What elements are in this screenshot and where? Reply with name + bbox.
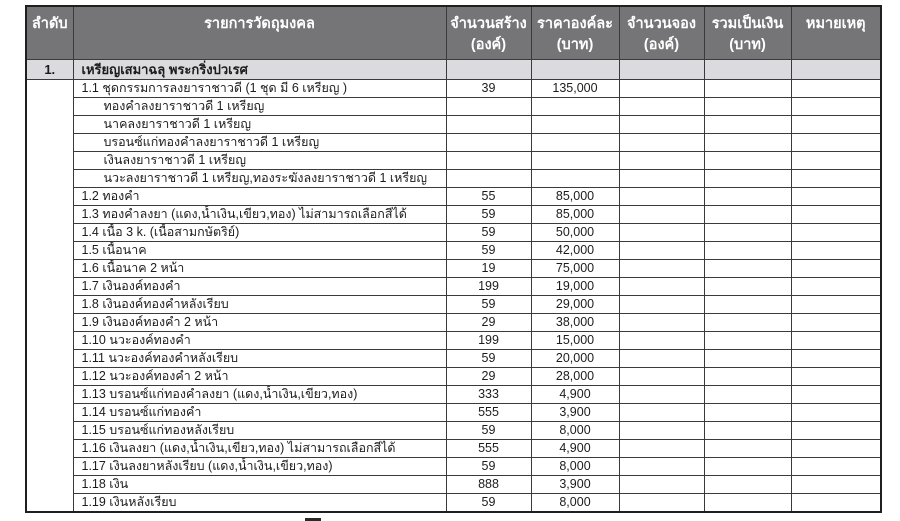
table-row	[26, 475, 881, 493]
column-label: หมายเหตุ	[805, 16, 866, 32]
qty-made-cell: 59	[446, 493, 531, 512]
qty-made-cell: 59	[446, 241, 531, 259]
total-amount-cell	[704, 331, 791, 349]
total-amount-cell	[704, 223, 791, 241]
item-cell: 1.19 เงินหลังเรียบ	[73, 493, 446, 512]
qty-made-cell: 59	[446, 349, 531, 367]
merged-order-no-cell	[26, 79, 73, 512]
qty-reserved-cell	[619, 79, 704, 97]
qty-made-cell	[446, 133, 531, 151]
table-row	[26, 223, 881, 241]
total-amount-cell	[704, 133, 791, 151]
total-amount-cell	[704, 241, 791, 259]
column-header-item-list	[73, 6, 446, 59]
qty-reserved-cell	[619, 277, 704, 295]
qty-reserved-cell	[619, 349, 704, 367]
qty-reserved-cell	[619, 295, 704, 313]
note-cell	[791, 439, 881, 457]
unit-price-cell: 75,000	[531, 259, 619, 277]
item-cell: 1.16 เงินลงยา (แดง,น้ำเงิน,เขียว,ทอง) ไม่สามารถเลือกสีได้	[73, 439, 446, 457]
unit-price-cell: 3,900	[531, 403, 619, 421]
table-row	[26, 79, 881, 97]
table-row	[26, 205, 881, 223]
unit-price-cell: 135,000	[531, 79, 619, 97]
qty-made-cell: 39	[446, 79, 531, 97]
item-cell: 1.11 นวะองค์ทองคำหลังเรียบ	[73, 349, 446, 367]
column-label: ราคาองค์ละ	[537, 16, 613, 32]
column-unit: (บาท)	[729, 37, 766, 53]
item-cell: 1.9 เงินองค์ทองคำ 2 หน้า	[73, 313, 446, 331]
qty-made-cell: 59	[446, 223, 531, 241]
total-amount-cell	[704, 439, 791, 457]
note-cell	[791, 169, 881, 187]
note-cell	[791, 277, 881, 295]
unit-price-cell	[531, 151, 619, 169]
qty-made-cell: 19	[446, 259, 531, 277]
item-cell: 1.13 บรอนซ์แก่ทองคำลงยา (แดง,น้ำเงิน,เขียว,ทอง)	[73, 385, 446, 403]
note-cell	[791, 133, 881, 151]
section-title-cell: เหรียญเสมาฉลุ พระกริ่งปวเรศ	[73, 59, 446, 79]
total-amount-cell	[704, 295, 791, 313]
note-cell	[791, 421, 881, 439]
note-cell	[791, 349, 881, 367]
qty-reserved-cell	[619, 403, 704, 421]
qty-reserved-cell	[619, 367, 704, 385]
total-amount-cell	[704, 493, 791, 512]
unit-price-cell	[531, 97, 619, 115]
total-amount-cell	[704, 97, 791, 115]
total-amount-cell	[704, 151, 791, 169]
column-header-order-no	[26, 6, 73, 59]
column-unit: (องค์)	[643, 37, 680, 53]
item-cell: 1.7 เงินองค์ทองคำ	[73, 277, 446, 295]
qty-reserved-cell	[619, 475, 704, 493]
total-amount-cell	[704, 457, 791, 475]
amulet-order-table	[25, 5, 882, 513]
qty-reserved-cell	[619, 457, 704, 475]
item-cell: 1.10 นวะองค์ทองคำ	[73, 331, 446, 349]
qty-made-cell: 555	[446, 439, 531, 457]
unit-price-cell: 85,000	[531, 187, 619, 205]
qty-reserved-cell	[619, 205, 704, 223]
table-row	[26, 403, 881, 421]
total-amount-cell	[704, 349, 791, 367]
note-cell	[791, 475, 881, 493]
table-row	[26, 115, 881, 133]
total-amount-cell	[704, 403, 791, 421]
note-cell	[791, 59, 881, 79]
qty-reserved-cell	[619, 241, 704, 259]
item-cell: 1.14 บรอนซ์แก่ทองคำ	[73, 403, 446, 421]
unit-price-cell	[531, 59, 619, 79]
qty-reserved-cell	[619, 223, 704, 241]
item-cell: นวะลงยาราชาวดี 1 เหรียญ,ทองระฆังลงยาราชาวดี 1 เหรียญ	[73, 169, 446, 187]
order-no-cell: 1.	[26, 59, 73, 79]
qty-made-cell: 888	[446, 475, 531, 493]
qty-made-cell	[446, 115, 531, 133]
qty-made-cell	[446, 59, 531, 79]
item-cell: 1.17 เงินลงยาหลังเรียบ (แดง,น้ำเงิน,เขียว,ทอง)	[73, 457, 446, 475]
note-cell	[791, 223, 881, 241]
qty-reserved-cell	[619, 59, 704, 79]
qty-reserved-cell	[619, 97, 704, 115]
qty-reserved-cell	[619, 259, 704, 277]
unit-price-cell	[531, 169, 619, 187]
table-row	[26, 151, 881, 169]
unit-price-cell: 38,000	[531, 313, 619, 331]
qty-reserved-cell	[619, 151, 704, 169]
unit-price-cell: 15,000	[531, 331, 619, 349]
section-row	[26, 59, 881, 79]
unit-price-cell: 19,000	[531, 277, 619, 295]
qty-made-cell	[446, 97, 531, 115]
qty-made-cell: 59	[446, 457, 531, 475]
table-header	[26, 6, 881, 59]
qty-reserved-cell	[619, 493, 704, 512]
qty-reserved-cell	[619, 187, 704, 205]
table-row	[26, 493, 881, 512]
note-cell	[791, 79, 881, 97]
column-label: รายการวัดถุมงคล	[204, 16, 315, 32]
unit-price-cell: 20,000	[531, 349, 619, 367]
unit-price-cell: 4,900	[531, 439, 619, 457]
note-cell	[791, 367, 881, 385]
total-amount-cell	[704, 475, 791, 493]
column-label: ลำดับ	[31, 16, 68, 32]
unit-price-cell: 8,000	[531, 421, 619, 439]
qty-reserved-cell	[619, 313, 704, 331]
table-row	[26, 349, 881, 367]
unit-price-cell: 50,000	[531, 223, 619, 241]
qty-made-cell	[446, 169, 531, 187]
item-cell: ทองคำลงยาราชาวดี 1 เหรียญ	[73, 97, 446, 115]
note-cell	[791, 403, 881, 421]
column-unit: (องค์)	[470, 37, 507, 53]
unit-price-cell	[531, 133, 619, 151]
note-cell	[791, 205, 881, 223]
item-cell: เงินลงยาราชาวดี 1 เหรียญ	[73, 151, 446, 169]
table-row	[26, 169, 881, 187]
column-label: จำนวนจอง	[627, 16, 696, 32]
table-body	[26, 59, 881, 512]
item-cell: 1.4 เนื้อ 3 k. (เนื้อสามกษัตริย์)	[73, 223, 446, 241]
note-cell	[791, 241, 881, 259]
column-label: จำนวนสร้าง	[450, 16, 527, 32]
unit-price-cell: 8,000	[531, 457, 619, 475]
note-cell	[791, 151, 881, 169]
note-cell	[791, 259, 881, 277]
unit-price-cell: 85,000	[531, 205, 619, 223]
qty-made-cell: 29	[446, 367, 531, 385]
table-row	[26, 457, 881, 475]
qty-made-cell: 59	[446, 295, 531, 313]
qty-made-cell: 29	[446, 313, 531, 331]
table-row	[26, 133, 881, 151]
qty-reserved-cell	[619, 331, 704, 349]
qty-made-cell	[446, 151, 531, 169]
column-header-qty-reserved	[619, 6, 704, 59]
column-header-unit-price	[531, 6, 619, 59]
column-header-note	[791, 6, 881, 59]
total-amount-cell	[704, 187, 791, 205]
item-cell: 1.8 เงินองค์ทองคำหลังเรียบ	[73, 295, 446, 313]
total-amount-cell	[704, 367, 791, 385]
column-label: รวมเป็นเงิน	[711, 16, 784, 32]
total-amount-cell	[704, 313, 791, 331]
table-row	[26, 385, 881, 403]
qty-reserved-cell	[619, 439, 704, 457]
total-amount-cell	[704, 421, 791, 439]
table-row	[26, 331, 881, 349]
column-unit: (บาท)	[556, 37, 594, 53]
unit-price-cell: 29,000	[531, 295, 619, 313]
header-row	[26, 6, 881, 59]
column-header-qty-made	[446, 6, 531, 59]
total-amount-cell	[704, 115, 791, 133]
table-row	[26, 97, 881, 115]
note-cell	[791, 331, 881, 349]
item-cell: 1.1 ชุดกรรมการลงยาราชาวดี (1 ชุด มี 6 เหรียญ )	[73, 79, 446, 97]
item-cell: 1.15 บรอนซ์แก่ทองหลังเรียบ	[73, 421, 446, 439]
qty-made-cell: 55	[446, 187, 531, 205]
qty-reserved-cell	[619, 169, 704, 187]
item-cell: 1.18 เงิน	[73, 475, 446, 493]
note-cell	[791, 385, 881, 403]
table-row	[26, 241, 881, 259]
table-row	[26, 187, 881, 205]
total-amount-cell	[704, 205, 791, 223]
note-cell	[791, 457, 881, 475]
unit-price-cell: 42,000	[531, 241, 619, 259]
note-cell	[791, 115, 881, 133]
qty-reserved-cell	[619, 133, 704, 151]
total-amount-cell	[704, 277, 791, 295]
total-amount-cell	[704, 385, 791, 403]
qty-made-cell: 199	[446, 331, 531, 349]
qty-made-cell: 199	[446, 277, 531, 295]
qty-made-cell: 59	[446, 421, 531, 439]
qty-made-cell: 59	[446, 205, 531, 223]
qty-made-cell: 333	[446, 385, 531, 403]
total-amount-cell	[704, 169, 791, 187]
total-amount-cell	[704, 59, 791, 79]
unit-price-cell: 8,000	[531, 493, 619, 512]
table-row	[26, 421, 881, 439]
table-row	[26, 259, 881, 277]
note-cell	[791, 313, 881, 331]
item-cell: 1.12 นวะองค์ทองคำ 2 หน้า	[73, 367, 446, 385]
item-cell: นาคลงยาราชาวดี 1 เหรียญ	[73, 115, 446, 133]
table-row	[26, 277, 881, 295]
qty-reserved-cell	[619, 421, 704, 439]
unit-price-cell: 4,900	[531, 385, 619, 403]
note-cell	[791, 97, 881, 115]
note-cell	[791, 187, 881, 205]
table-row	[26, 295, 881, 313]
qty-made-cell: 555	[446, 403, 531, 421]
qty-reserved-cell	[619, 115, 704, 133]
item-cell: 1.5 เนื้อนาค	[73, 241, 446, 259]
note-cell	[791, 493, 881, 512]
note-cell	[791, 295, 881, 313]
table-row	[26, 367, 881, 385]
table-row	[26, 439, 881, 457]
table-row	[26, 313, 881, 331]
item-cell: 1.6 เนื้อนาค 2 หน้า	[73, 259, 446, 277]
unit-price-cell	[531, 115, 619, 133]
unit-price-cell: 3,900	[531, 475, 619, 493]
item-cell: บรอนซ์แก่ทองคำลงยาราชาวดี 1 เหรียญ	[73, 133, 446, 151]
qty-reserved-cell	[619, 385, 704, 403]
total-amount-cell	[704, 259, 791, 277]
item-cell: 1.2 ทองคำ	[73, 187, 446, 205]
total-amount-cell	[704, 79, 791, 97]
unit-price-cell: 28,000	[531, 367, 619, 385]
column-header-total-amount	[704, 6, 791, 59]
item-cell: 1.3 ทองคำลงยา (แดง,น้ำเงิน,เขียว,ทอง) ไม่สามารถเลือกสีได้	[73, 205, 446, 223]
